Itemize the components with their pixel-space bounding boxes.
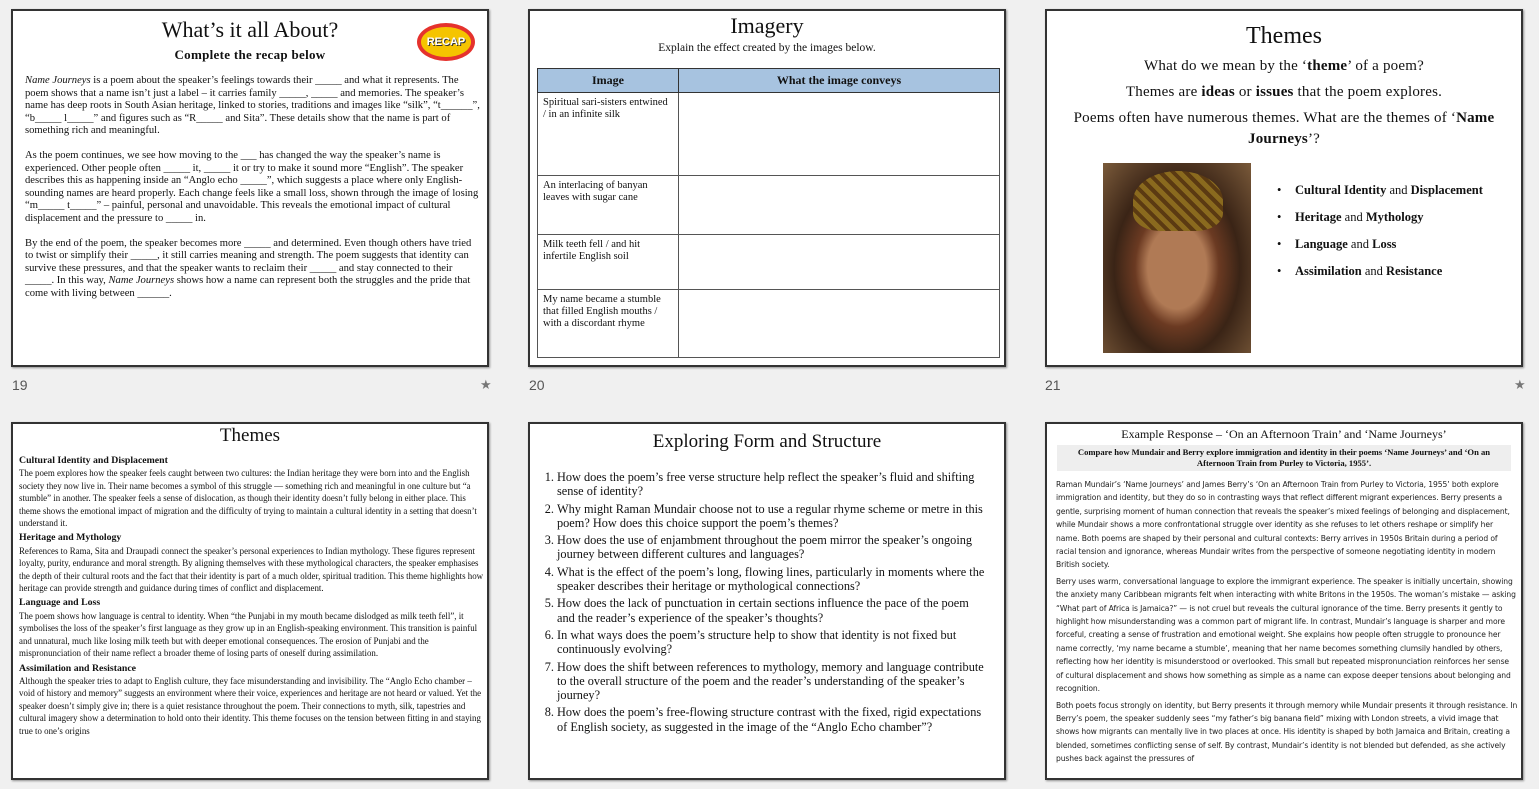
image-cell: Milk teeth fell / and hit infertile English soil xyxy=(538,235,679,290)
section-heading: Assimilation and Resistance xyxy=(19,662,137,674)
slide-title: What’s it all About? xyxy=(161,17,339,42)
question: 3. How does the use of enjambment throughout the poem mirror the speaker’s ongoing journey between different cultures and languages? xyxy=(557,533,987,562)
table-row xyxy=(538,93,1000,176)
poem-title: Name Journeys xyxy=(25,75,91,86)
slide-title: Example Response – ‘On an Afternoon Train’ and ‘Name Journeys’ xyxy=(1121,427,1447,441)
section-text: The poem explores how the speaker feels caught between two cultures: the Indian heritage they were born into and the English society they now live in. Their name becomes a symbol of this struggle — something rich and meaningful in one culture but “a stumble” in another. The speaker feels a sense of dislocation, as though their identity doesn’t fully belong in either place. This theme shows the emotional impact of migration and the difficulty of trying to maintain a cultural identity in a setting that doesn’t understand it. xyxy=(19,468,477,529)
poem-title: Name Journeys xyxy=(108,275,175,287)
questions-list xyxy=(557,470,987,737)
portrait-painting-image xyxy=(1103,163,1251,353)
conveys-cell xyxy=(679,93,1000,176)
slide-subtitle: Complete the recap below xyxy=(174,47,326,63)
paragraph: Raman Mundair’s ‘Name Journeys’ and James Berry’s ‘On an Afternoon Train from Purley to Victoria, 1955’ both explore immigration and identity, but they do so in contrasting ways that reflect different migrant experiences. Berry presents a gentle, surprising moment of human connection that reveals the speaker’s mixed feelings of belonging and displacement, while Mundair shows a more confrontational struggle over identity as she refuses to let others reshape or simplify her name. Both poems are shaped by their personal and cultural contexts: Berry arrives in 1950s Britain during a period of racial tension and ignorance, whereas Mundair writes from the perspective of someone negotiating identity in modern British society. xyxy=(1056,480,1510,570)
image-cell: My name became a stumble that filled English mouths / with a discordant rhyme xyxy=(538,290,679,358)
conveys-cell xyxy=(679,290,1000,358)
paragraph: Berry uses warm, conversational language to explore the immigrant experience. The speaker is initially uncertain, showing the anxiety many Caribbean migrants felt when interacting with white Britons in the 1950s. The woman’s mistake — asking “What part of Africa is Jamaica?” — is not cruel but reveals the cultural ignorance of the time. Berry presents it gently to highlight how misunderstanding was a common part of migrant life. In contrast, Mundair’s language is sharper and more forceful, creating a sense of frustration and emotional weight. She explains how people often struggle to pronounce her name correctly, ‘my name became a stumble’, meaning that her name becomes something clumsily handled by others, reflecting how her identity is misunderstood or overlooked. This small but repeated mispronunciation reinforces her sense of cultural displacement and shows how something as simple as a name can expose deeper tensions about belonging and recognition. xyxy=(1056,576,1516,694)
question: 4. What is the effect of the poem’s long, flowing lines, particularly in moments where the speaker describes their heritage or mythological connections? xyxy=(557,565,987,594)
recap-badge-logo: RECAP xyxy=(417,23,475,61)
slide-title: Exploring Form and Structure xyxy=(652,431,882,452)
theme-bullet: • Assimilation and Resistance xyxy=(1277,264,1502,278)
theme-bullet: • Language and Loss xyxy=(1277,237,1502,251)
paragraph xyxy=(25,238,481,301)
question: 2. Why might Raman Mundair choose not to use a regular rhyme scheme or metre in this poem? How does this choice support the poem’s themes? xyxy=(557,502,987,531)
section-text: The poem shows how language is central to identity. When “the Punjabi in my mouth became dislodged as milk teeth fell”, it symbolises the loss of the speaker’s first language as they grow up in an English-speaking environment. This transition is painful and unnatural, much like losing milk teeth but with deeper emotional consequences. The erosion of Punjabi and the mispronunciation of their name reflect a broader theme of losing parts of oneself during assimilation. xyxy=(19,610,478,659)
slide-thumbnail-22[interactable] xyxy=(11,422,489,780)
table-row xyxy=(538,290,1000,358)
themes-list xyxy=(1277,183,1502,291)
slide-thumbnail-21[interactable] xyxy=(1045,9,1523,367)
paragraph: Both poets focus strongly on identity, but Berry presents it through memory while Mundair presents it through resistance. In Berry’s poem, the speaker suddenly sees “my father’s big banana field” mixing with London streets, a vivid image that shows how migrants can mentally live in two places at once. His identity is shaped by both Jamaica and Britain, creating a blended, sometimes conflicting sense of self. By contrast, Mundair’s identity is not blended but defended, as she actively pushes back against the pressures of xyxy=(1056,700,1518,764)
question: 1. How does the poem’s free verse structure help reflect the speaker’s fluid and shifting sense of identity? xyxy=(557,470,987,499)
column-header: What the image conveys xyxy=(679,69,1000,93)
slide-number: 19 xyxy=(12,377,28,393)
theme-bullet: • Heritage and Mythology xyxy=(1277,210,1502,224)
table-row xyxy=(538,235,1000,290)
theme-bullet: • Cultural Identity and Displacement xyxy=(1277,183,1502,197)
paragraph-text: By the end of the poem, the speaker becomes more _____ and determined. Even though others have tried to twist or simplify their _____, it still carries meaning and strength. The poem suggests that identity can survive these pressures, and that the speaker wants to reclaim their _____ and stay connected to their _____. In this way, xyxy=(25,237,472,287)
section-heading: Language and Loss xyxy=(19,597,101,609)
slide-questions: What do we mean by the ‘theme’ of a poem? Themes are ideas or issues that the poem explores. Poems often have numerous themes. What are the themes of ‘Name Journeys’? xyxy=(1073,58,1495,148)
recap-text xyxy=(25,75,481,313)
slide-number: 21 xyxy=(1045,377,1061,393)
question: 7. How does the shift between references to mythology, memory and language contribute to the overall structure of the poem and the reader’s understanding of the speaker’s journey? xyxy=(557,660,987,703)
task-question: Compare how Mundair and Berry explore immigration and identity in their poems ‘Name Journeys’ and ‘On an Afternoon Train from Purley to Victoria, 1955’. xyxy=(1057,445,1511,471)
question: 8. How does the poem’s free-flowing structure contrast with the fixed, rigid expectations of English society, as suggested in the image of the “Anglo Echo chamber”? xyxy=(557,705,987,734)
slide-thumbnail-20[interactable] xyxy=(528,9,1006,367)
slide-title: Themes xyxy=(1246,23,1322,49)
slide-title: Imagery xyxy=(730,13,804,38)
paragraph-text: shows how a name can represent both the struggles and the pride that come with living between ______. xyxy=(25,275,471,299)
example-response-text xyxy=(1056,478,1518,769)
paragraph-text: is a poem about the speaker’s feelings towards their _____ and what it represents. The poem shows that a name isn’t just a label – it carries family _____, _____ and memories. The speaker’s name has deep roots in South Asian heritage, linked to stories, traditions and images like “silk”, “t______”, “b_____ l_____” and figures such as “R_____ and Sita”. These details show that the name is part of something rich and meaningful. xyxy=(25,75,480,137)
slide-thumbnail-19[interactable] xyxy=(11,9,489,367)
star-icon[interactable]: ★ xyxy=(1514,377,1526,392)
paragraph: As the poem continues, we see how moving to the ___ has changed the way the speaker’s name is experienced. Other people often _____ it, _____ it or try to make it sound more “English”. The speaker describes this as happening inside an “Anglo echo _____”, which suggests a place where only English-sounding names are heard properly. Each change feels like a small loss, shown through the image of losing “m_____ t_____” – painful, personal and unavoidable. This reveals the emotional impact of cultural displacement and the pressure to _____ in. xyxy=(25,149,479,224)
paragraph xyxy=(25,75,481,138)
section-text: References to Rama, Sita and Draupadi connect the speaker’s personal experiences to Indian mythology. These figures represent loyalty, purity, endurance and moral strength. By aligning themselves with these mythological characters, the speaker emphasises the depth of their cultural roots and the fact that their identity is part of a much older, spiritual tradition. This theme highlights how heritage can provide strength and guidance during times of conflict and displacement. xyxy=(19,545,484,594)
star-icon[interactable]: ★ xyxy=(480,377,492,392)
section-heading: Heritage and Mythology xyxy=(19,532,122,544)
question: 5. How does the lack of punctuation in certain sections influence the pace of the poem and the reader’s experience of the speaker’s thoughts? xyxy=(557,596,987,625)
column-header: Image xyxy=(538,69,679,93)
section-heading: Cultural Identity and Displacement xyxy=(19,455,168,466)
section-text: Although the speaker tries to adapt to English culture, they face misunderstanding and invisibility. The “Anglo Echo chamber – void of history and memory” suggests an environment where their voice, experiences and heritage are not heard or valued. Yet the speaker doesn’t simply give in; there is a quiet resistance throughout the poem. Their connections to myth, silk, tapestries and cultural imagery show a determination to hold onto their identity. This theme focuses on the tension between fitting in and staying true to one’s origins xyxy=(19,675,482,736)
question: 6. In what ways does the poem’s structure help to show that identity is not fixed but continuously evolving? xyxy=(557,628,987,657)
slide-title: Themes xyxy=(219,425,281,446)
imagery-table xyxy=(537,68,1000,358)
slide-thumbnail-23[interactable] xyxy=(528,422,1006,780)
conveys-cell xyxy=(679,235,1000,290)
conveys-cell xyxy=(679,176,1000,235)
themes-text xyxy=(19,452,485,737)
slide-thumbnail-24[interactable] xyxy=(1045,422,1523,780)
image-cell: An interlacing of banyan leaves with sugar cane xyxy=(538,176,679,235)
slide-number: 20 xyxy=(529,377,545,393)
slide-subtitle: Explain the effect created by the images below. xyxy=(658,42,876,55)
image-cell: Spiritual sari-sisters entwined / in an infinite silk xyxy=(538,93,679,176)
table-row xyxy=(538,176,1000,235)
